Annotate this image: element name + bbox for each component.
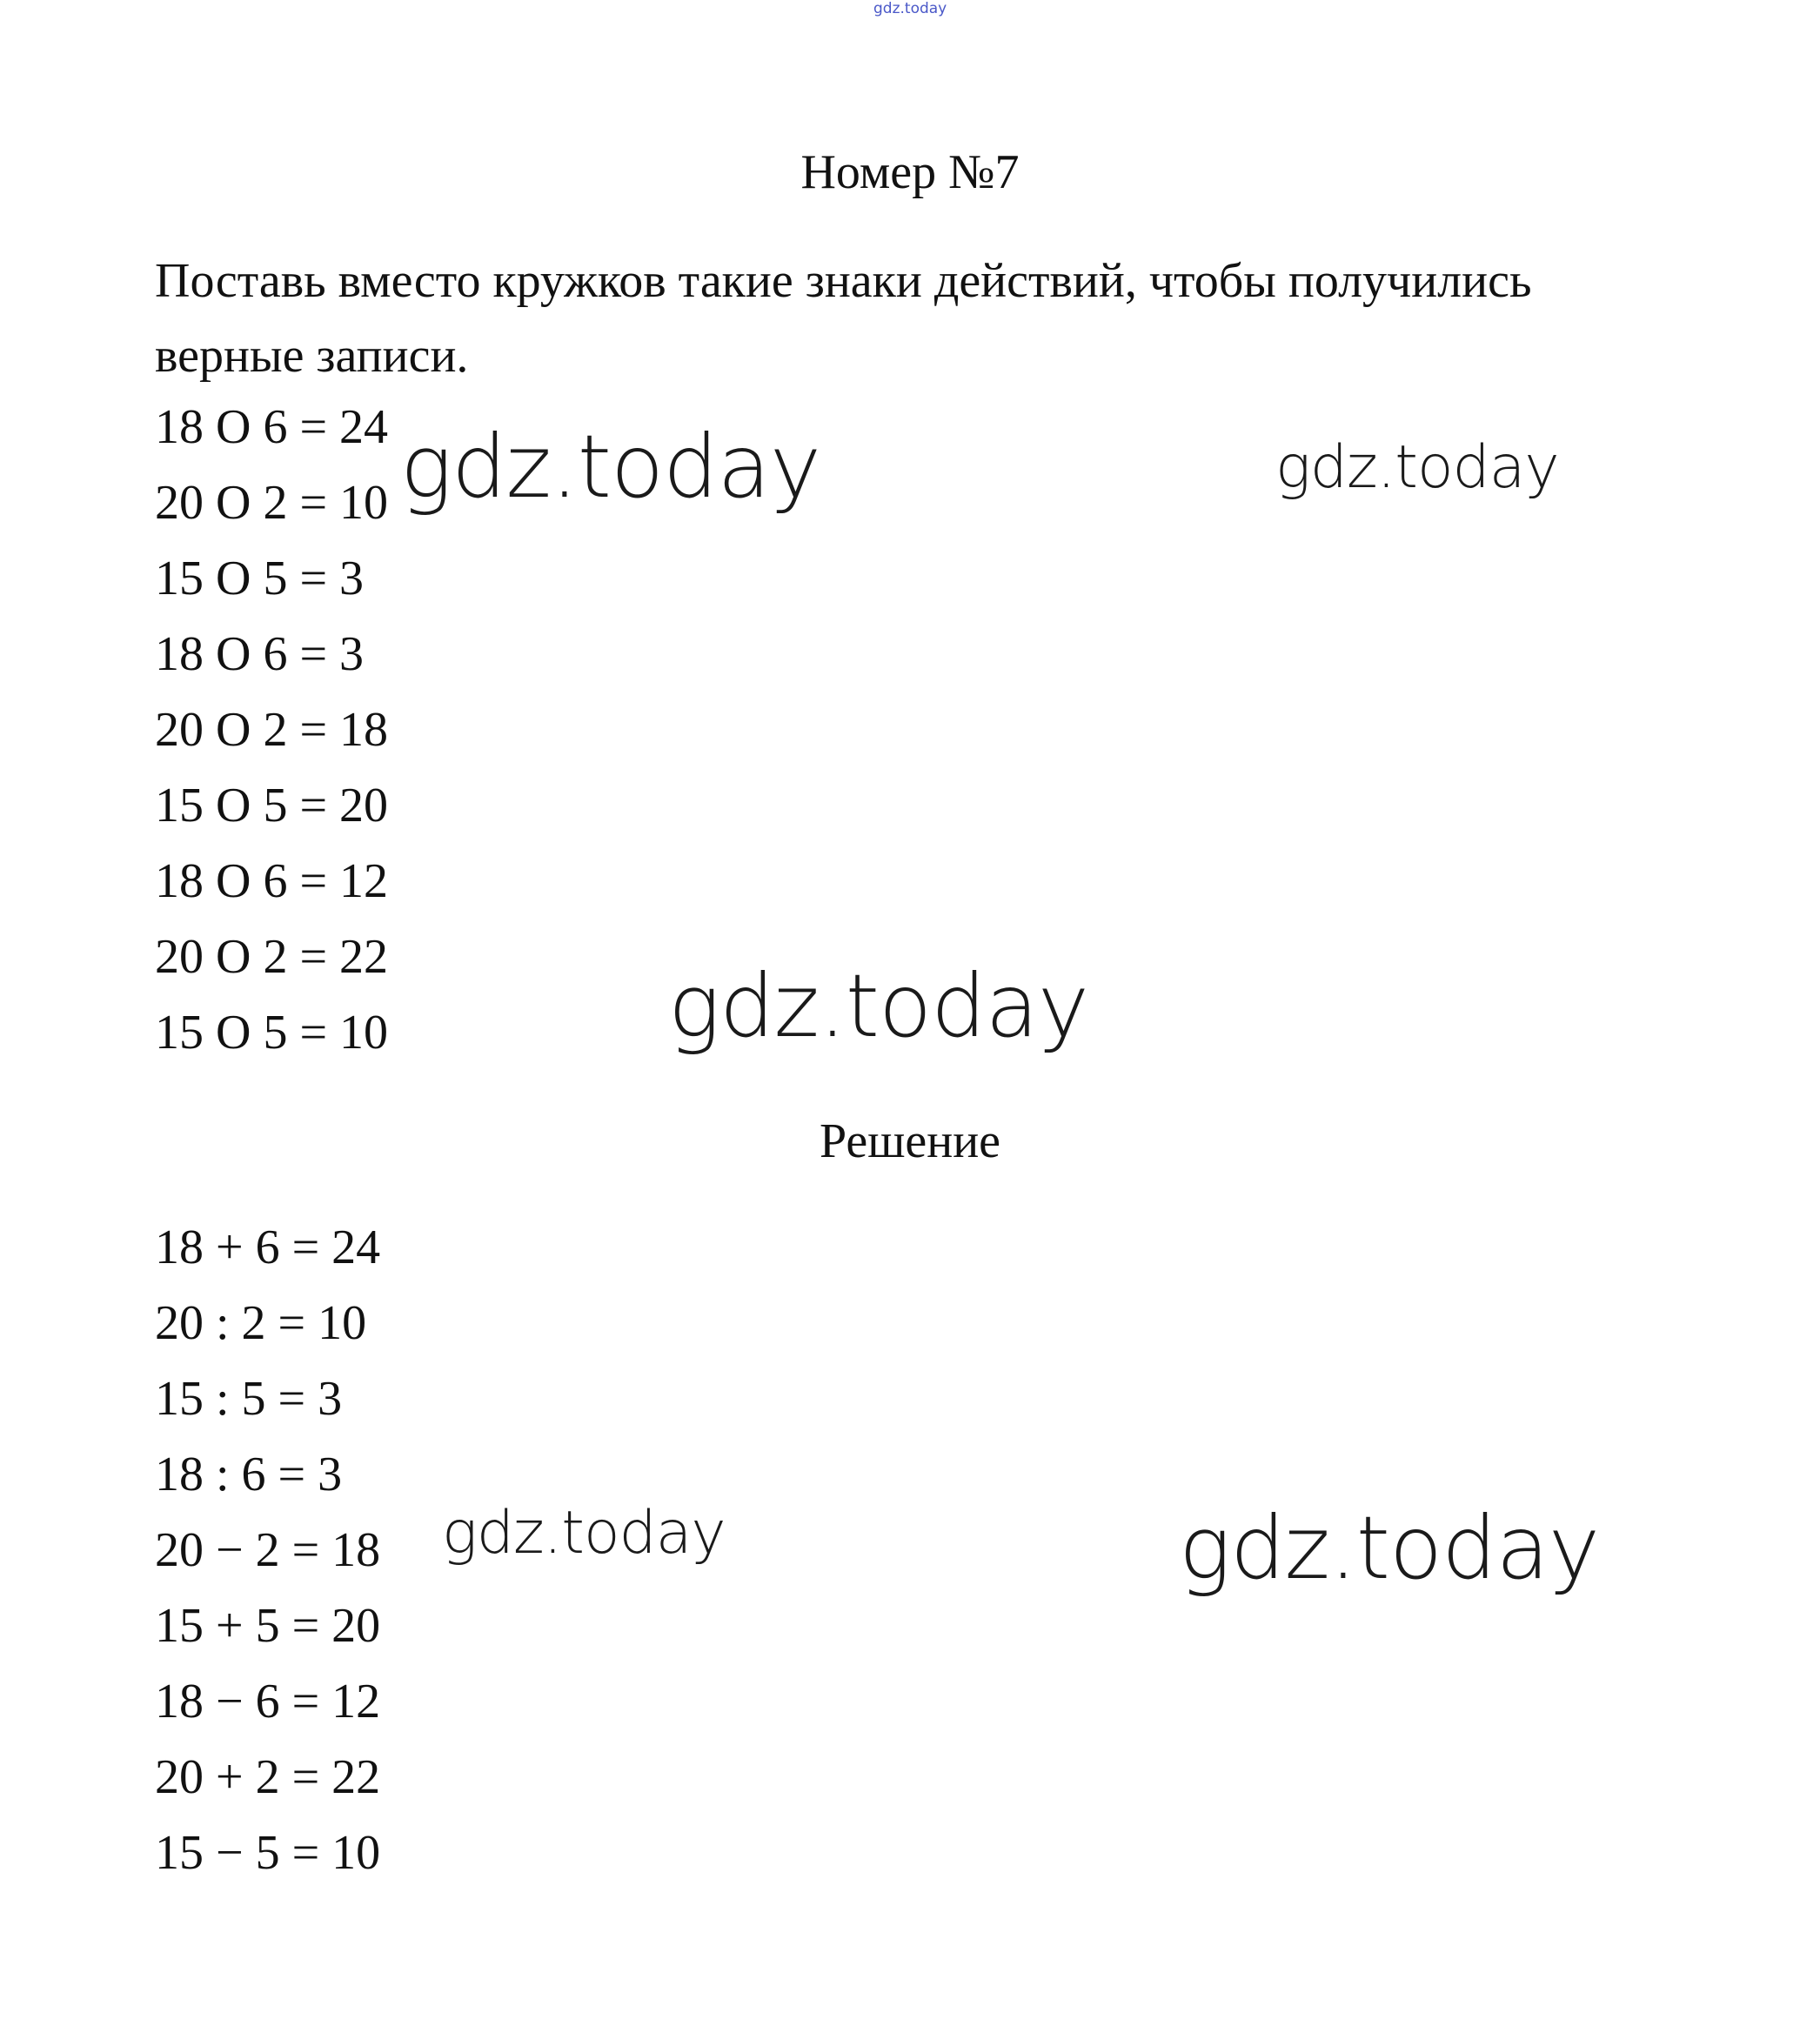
- site-mark: gdz.today: [873, 0, 947, 17]
- problem-list: [155, 390, 388, 1071]
- solution-item: 18 : 6 = 3: [155, 1448, 343, 1501]
- task-text: Поставь вместо кружков такие знаки действий, чтобы получились верные записи.: [155, 254, 1532, 383]
- solution-item: 18 + 6 = 24: [155, 1220, 381, 1274]
- problem-item: 18 O 6 = 24: [155, 400, 389, 454]
- problem-item: 15 O 5 = 10: [155, 1006, 389, 1060]
- problem-item: 18 O 6 = 3: [155, 627, 365, 681]
- page-title: Номер №7: [800, 145, 1020, 199]
- solution-item: 20 + 2 = 22: [155, 1750, 381, 1804]
- watermark: gdz.today: [668, 955, 1089, 1057]
- solution-item: 20 − 2 = 18: [155, 1523, 381, 1577]
- solution-item: 20 : 2 = 10: [155, 1296, 367, 1350]
- problem-item: 20 O 2 = 10: [155, 476, 389, 530]
- problem-item: 15 O 5 = 3: [155, 552, 365, 605]
- watermark: gdz.today: [442, 1499, 726, 1568]
- solution-list: [155, 1210, 380, 1891]
- problem-item: 15 O 5 = 20: [155, 779, 389, 832]
- solution-item: 15 − 5 = 10: [155, 1826, 381, 1880]
- problem-item: 20 O 2 = 18: [155, 703, 389, 757]
- watermark: gdz.today: [1275, 433, 1559, 502]
- solution-item: 15 : 5 = 3: [155, 1372, 343, 1426]
- problem-item: 20 O 2 = 22: [155, 930, 389, 984]
- watermark: gdz.today: [1179, 1497, 1600, 1599]
- watermark: gdz.today: [400, 416, 821, 518]
- solution-item: 18 − 6 = 12: [155, 1675, 381, 1728]
- solution-item: 15 + 5 = 20: [155, 1599, 381, 1653]
- solution-heading: Решение: [819, 1114, 1001, 1168]
- problem-item: 18 O 6 = 12: [155, 854, 389, 908]
